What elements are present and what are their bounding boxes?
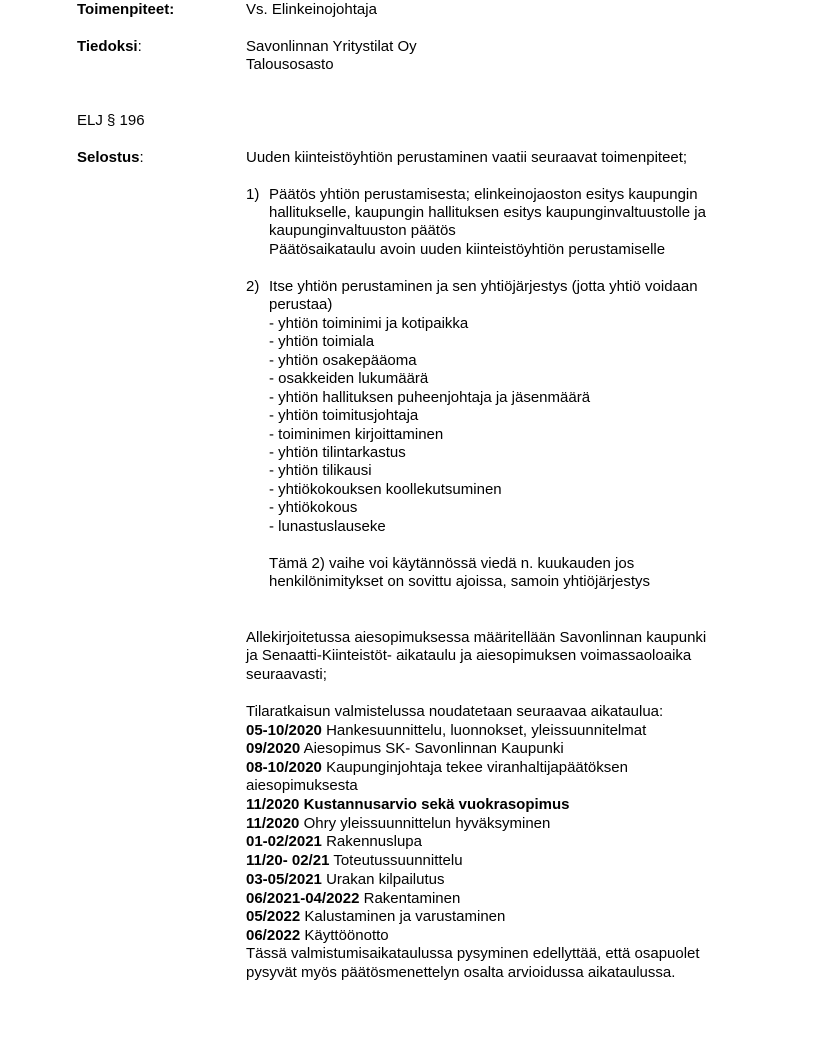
schedule-row	[246, 815, 550, 833]
schedule-date: 09/2020	[246, 740, 301, 757]
schedule-row	[246, 890, 460, 908]
schedule-row	[246, 796, 570, 814]
schedule-date: 08-10/2020	[246, 759, 322, 776]
step2-item: - yhtiön osakepääoma	[269, 352, 417, 369]
schedule-task: Rakentaminen	[359, 890, 461, 907]
tiedoksi-colon: :	[137, 38, 142, 55]
step2-item: - lunastuslauseke	[269, 518, 386, 535]
step2-item: - toiminimen kirjoittaminen	[269, 426, 444, 443]
schedule-date: 11/2020	[246, 815, 300, 832]
schedule-task: Toteutussuunnittelu	[329, 852, 463, 869]
step2-item: - yhtiökokouksen koollekutsuminen	[269, 481, 502, 498]
step1-line: hallitukselle, kaupungin hallituksen esitys kaupunginvaltuustolle ja	[269, 204, 706, 221]
tiedoksi-label-text: Tiedoksi	[77, 38, 138, 55]
step2-number: 2)	[246, 278, 260, 295]
schedule-date: 05-10/2020	[246, 722, 322, 739]
step2-line: Itse yhtiön perustaminen ja sen yhtiöjärjestys (jotta yhtiö voidaan	[269, 278, 698, 295]
schedule-row	[246, 852, 463, 870]
schedule-task: Rakennuslupa	[321, 833, 422, 850]
schedule-row	[246, 833, 422, 851]
schedule-row	[246, 927, 389, 945]
schedule-row	[246, 759, 628, 777]
schedule-date: 11/20- 02/21	[246, 852, 330, 869]
step2-line: perustaa)	[269, 296, 333, 313]
step2-note: Tämä 2) vaihe voi käytännössä viedä n. kuukauden jos	[269, 555, 635, 572]
schedule-date: 01-02/2021	[246, 833, 322, 850]
step1-line: kaupunginvaltuuston päätös	[269, 222, 456, 239]
schedule-row	[246, 722, 646, 740]
agreement-line: seuraavasti;	[246, 666, 327, 683]
toimenpiteet-label: Toimenpiteet:	[77, 1, 175, 18]
selostus-label-text: Selostus	[77, 149, 140, 166]
agreement-line: Allekirjoitetussa aiesopimuksessa määritellään Savonlinnan kaupunki	[246, 629, 707, 646]
selostus-intro: Uuden kiinteistöyhtiön perustaminen vaatii seuraavat toimenpiteet;	[246, 149, 688, 166]
schedule-task: Ohry yleissuunnittelun hyväksyminen	[299, 815, 551, 832]
step1-line: Päätösaikataulu avoin uuden kiinteistöyhtiön perustamiselle	[269, 241, 666, 258]
section-reference: ELJ § 196	[77, 112, 145, 129]
schedule-date: 05/2022	[246, 908, 301, 925]
schedule-row	[246, 908, 505, 926]
selostus-label	[77, 149, 144, 167]
schedule-task: aiesopimuksesta	[246, 777, 358, 794]
step1-number: 1)	[246, 186, 260, 203]
schedule-row	[246, 871, 444, 889]
schedule-date: 06/2022	[246, 927, 301, 944]
toimenpiteet-value: Vs. Elinkeinojohtaja	[246, 1, 377, 18]
selostus-colon: :	[139, 149, 144, 166]
step2-item: - yhtiön tilintarkastus	[269, 444, 406, 461]
step2-item: - yhtiön toimitusjohtaja	[269, 407, 419, 424]
schedule-row	[246, 740, 564, 758]
step2-item: - yhtiön toimiala	[269, 333, 375, 350]
step2-item: - osakkeiden lukumäärä	[269, 370, 429, 387]
schedule-task: Kaupunginjohtaja tekee viranhaltijapäätöksen	[321, 759, 628, 776]
tiedoksi-recipient-2: Talousosasto	[246, 56, 334, 73]
closing-line: Tässä valmistumisaikataulussa pysyminen edellyttää, että osapuolet	[246, 945, 700, 962]
step2-note: henkilönimitykset on sovittu ajoissa, samoin yhtiöjärjestys	[269, 573, 650, 590]
tiedoksi-label	[77, 38, 142, 56]
schedule-date: 11/2020	[246, 796, 300, 813]
agreement-line: ja Senaatti-Kiinteistöt- aikataulu ja aiesopimuksen voimassaoloaika	[246, 647, 692, 664]
schedule-task: Kalustaminen ja varustaminen	[300, 908, 506, 925]
step2-item: - yhtiön toiminimi ja kotipaikka	[269, 315, 469, 332]
closing-line: pysyvät myös päätösmenettelyn osalta arvioidussa aikataulussa.	[246, 964, 676, 981]
step2-item: - yhtiön tilikausi	[269, 462, 372, 479]
schedule-task: Käyttöönotto	[300, 927, 389, 944]
schedule-task: Urakan kilpailutus	[321, 871, 445, 888]
schedule-task: Hankesuunnittelu, luonnokset, yleissuunnitelmat	[321, 722, 647, 739]
schedule-row	[246, 777, 358, 795]
schedule-date: 06/2021-04/2022	[246, 890, 360, 907]
schedule-intro: Tilaratkaisun valmistelussa noudatetaan seuraavaa aikataulua:	[246, 703, 664, 720]
step1-line: Päätös yhtiön perustamisesta; elinkeinojaoston esitys kaupungin	[269, 186, 698, 203]
tiedoksi-recipient-1: Savonlinnan Yritystilat Oy	[246, 38, 417, 55]
step2-item: - yhtiön hallituksen puheenjohtaja ja jäsenmäärä	[269, 389, 591, 406]
step2-item: - yhtiökokous	[269, 499, 358, 516]
schedule-date: 03-05/2021	[246, 871, 322, 888]
schedule-task: Aiesopimus SK- Savonlinnan Kaupunki	[300, 740, 564, 757]
schedule-task: Kustannusarvio sekä vuokrasopimus	[299, 796, 570, 813]
